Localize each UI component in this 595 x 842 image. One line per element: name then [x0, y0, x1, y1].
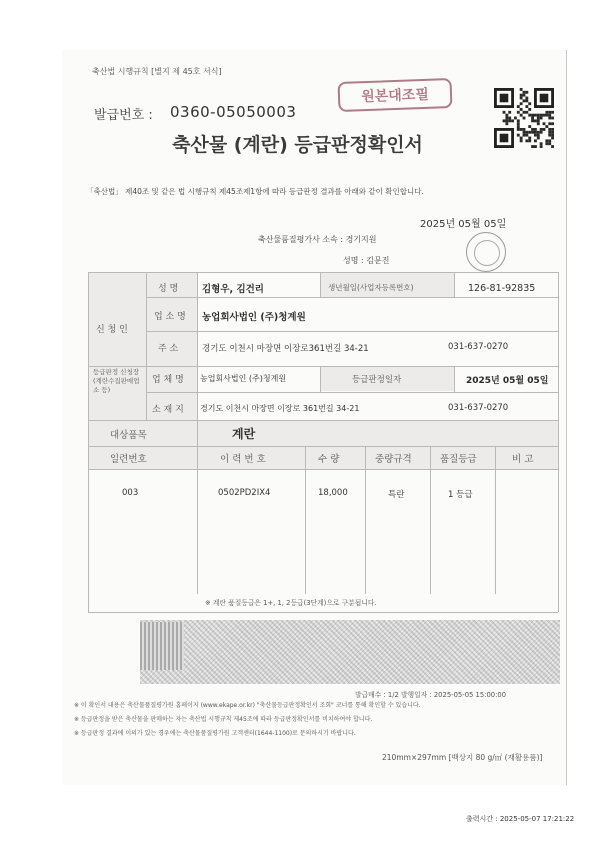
table-rule: [197, 446, 198, 594]
table-rule: [558, 272, 559, 612]
address-label: 주 소: [158, 344, 179, 354]
print-time: 출력시간 : 2025-05-07 17:21:22: [466, 815, 575, 823]
col-header-weight-grade: 중량규격: [375, 454, 412, 465]
cell-serial: 003: [122, 488, 139, 498]
registration-number-value: 126-81-92835: [468, 283, 536, 294]
table-rule: [454, 366, 455, 392]
paper-spec: 210mm×297mm [백상지 80 g/㎡ (재활용품)]: [382, 753, 543, 762]
table-rule: [320, 366, 321, 392]
official-seal-icon: [466, 232, 506, 272]
table-rule: [320, 272, 321, 297]
facility-name-value: 농업회사법인 (주)청계원: [200, 374, 287, 383]
table-rule: [88, 272, 89, 612]
table-rule: [88, 446, 558, 447]
applicant-name-value: 김형우, 김건리: [202, 284, 264, 295]
table-rule: [88, 420, 558, 421]
footer-note-1: ※ 이 확인서 내용은 축산물품질평가원 홈페이지 (www.ekape.or.kr) "축산물등급판정확인서 조회" 코너를 통해 확인할 수 있습니다.: [74, 702, 421, 709]
location-label: 소 재 지: [152, 405, 184, 415]
label-shade: [88, 273, 198, 421]
issue-number: 0360-05050003: [170, 103, 297, 121]
col-header-serial: 일련번호: [110, 454, 147, 465]
security-pattern: [140, 622, 184, 670]
facility-name-label: 업 체 명: [152, 375, 184, 385]
table-rule: [88, 366, 558, 367]
page-info: 발급매수 : 1/2 발행일자 : 2025-05-05 15:00:00: [355, 691, 507, 699]
applicant-name-label: 성 명: [158, 284, 179, 294]
table-rule: [495, 446, 496, 594]
grade-note: ※ 계란 품질등급은 1+, 1, 2등급(3단계)으로 구분됩니다.: [205, 599, 377, 607]
table-rule: [365, 446, 366, 594]
product-value: 계란: [232, 427, 256, 441]
product-label: 대상품목: [110, 430, 147, 441]
original-copy-stamp: [338, 78, 453, 112]
table-rule: [454, 272, 455, 297]
issue-date: 2025년 05월 05일: [420, 219, 507, 230]
footer-note-2: ※ 등급판정을 받은 축산물을 판매하는 자는 축산법 시행규칙 제45조에 따라 등급판정확인서를 비치하여야 합니다.: [74, 716, 373, 723]
table-rule: [88, 469, 558, 470]
issue-label: 발급번호 :: [94, 108, 153, 123]
table-rule: [88, 612, 558, 613]
table-rule: [146, 331, 558, 332]
table-rule: [430, 446, 431, 594]
company-value: 농업회사법인 (주)청계원: [202, 312, 306, 323]
intro-text: 「축산법」 제40조 및 같은 법 시행규칙 제45조제1항에 따라 등급판정 결과를 아래와 같이 확인합니다.: [86, 187, 424, 196]
registration-number-label: 생년월일(사업자등록번호): [328, 283, 414, 292]
form-note: 축산법 시행규칙 [별지 제 45호 서식]: [92, 67, 222, 76]
security-pattern: [140, 620, 560, 684]
table-rule: [197, 272, 198, 446]
cell-quantity: 18,000: [318, 488, 348, 498]
cell-trace-number: 0502PD2IX4: [218, 488, 271, 498]
footer-note-3: ※ 등급판정 결과에 이의가 있는 경우에는 축산물품질평가원 고객센터(1644-1100)로 문의하시기 바랍니다.: [74, 730, 356, 737]
examiner-affiliation: 축산물품질평가사 소속 : 경기지원: [258, 235, 377, 244]
facility-section-label: 등급판정 신청장 (계란수집판매업소 등): [93, 368, 140, 394]
document-title: 축산물 (계란) 등급판정확인서: [172, 134, 423, 156]
facility-phone-value: 031-637-0270: [448, 403, 509, 413]
col-header-quality-grade: 품질등급: [440, 454, 477, 465]
table-rule: [146, 297, 558, 298]
grading-date-label: 등급판정일자: [352, 375, 402, 385]
table-rule: [88, 272, 558, 273]
applicant-phone-value: 031-637-0270: [448, 342, 509, 352]
company-label: 업 소 명: [154, 312, 186, 322]
location-value: 경기도 이천시 마장면 이장로 361번길 34-21: [200, 404, 360, 413]
table-rule: [146, 392, 558, 393]
table-rule: [146, 272, 147, 420]
col-header-remarks: 비 고: [512, 454, 534, 465]
stamp-text: 원본대조필: [360, 86, 430, 106]
cell-quality-grade: 1 등급: [448, 490, 473, 500]
address-value: 경기도 이천시 마장면 이장로361번길 34-21: [202, 344, 369, 354]
col-header-trace-number: 이 력 번 호: [220, 454, 266, 465]
applicant-section-label: 신 청 인: [96, 325, 128, 335]
cell-weight-grade: 특란: [388, 490, 405, 500]
grading-date-value: 2025년 05월 05일: [466, 376, 549, 386]
examiner-name: 성명 : 김문진: [343, 256, 390, 265]
table-rule: [305, 446, 306, 594]
col-header-quantity: 수 량: [318, 454, 340, 465]
